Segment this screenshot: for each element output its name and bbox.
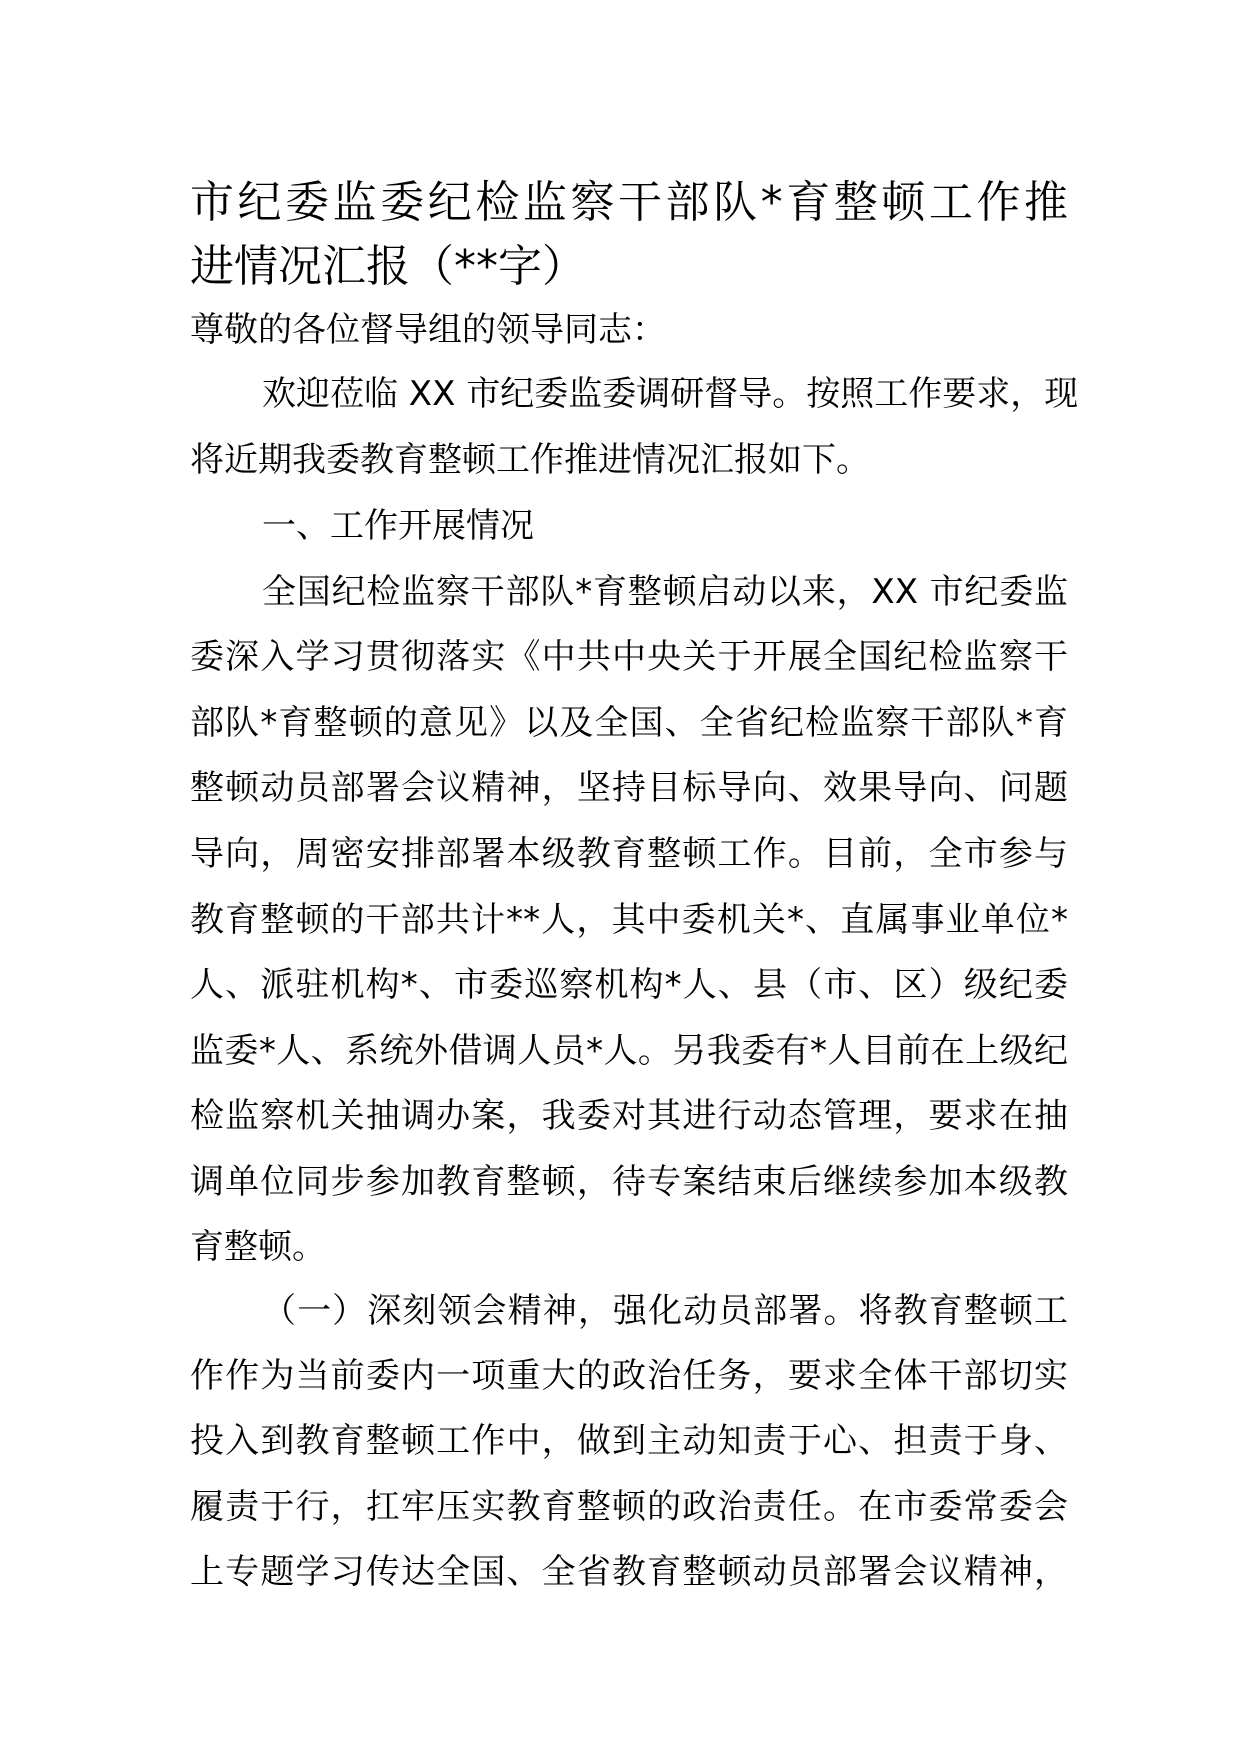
paragraph-line: 监委*人、系统外借调人员*人。另我委有*人目前在上级纪 — [190, 1031, 1068, 1071]
paragraph-line: 全国纪检监察干部队*育整顿启动以来，XX 市纪委监 — [262, 572, 1068, 612]
greeting: 尊敬的各位督导组的领导同志： — [190, 310, 666, 350]
paragraph-line: 整顿动员部署会议精神，坚持目标导向、效果导向、问题 — [190, 768, 1068, 808]
paragraph-line: 作作为当前委内一项重大的政治任务，要求全体干部切实 — [190, 1356, 1068, 1396]
paragraph-line: 投入到教育整顿工作中，做到主动知责于心、担责于身、 — [190, 1421, 1068, 1461]
intro-line: 欢迎莅临 XX 市纪委监委调研督导。按照工作要求，现 — [262, 374, 1079, 414]
paragraph-line: 部队*育整顿的意见》以及全国、全省纪检监察干部队*育 — [190, 703, 1068, 743]
document-title-line-1: 市纪委监委纪检监察干部队*育整顿工作推 — [190, 177, 1068, 228]
paragraph-line: 教育整顿的干部共计**人，其中委机关*、直属事业单位* — [190, 900, 1068, 940]
paragraph-line: 检监察机关抽调办案，我委对其进行动态管理，要求在抽 — [190, 1096, 1068, 1136]
intro-line: 将近期我委教育整顿工作推进情况汇报如下。 — [190, 440, 870, 480]
paragraph-line: 委深入学习贯彻落实《中共中央关于开展全国纪检监察干 — [190, 637, 1068, 677]
paragraph-line: （一）深刻领会精神，强化动员部署。将教育整顿工 — [262, 1291, 1068, 1331]
section-heading: 一、工作开展情况 — [262, 506, 534, 546]
paragraph-line: 导向，周密安排部署本级教育整顿工作。目前，全市参与 — [190, 834, 1068, 874]
paragraph-line: 上专题学习传达全国、全省教育整顿动员部署会议精神， — [190, 1552, 1068, 1592]
paragraph-line: 育整顿。 — [190, 1227, 326, 1267]
document-title-line-2: 进情况汇报（**字） — [190, 241, 586, 292]
paragraph-line: 人、派驻机构*、市委巡察机构*人、县（市、区）级纪委 — [190, 965, 1068, 1005]
paragraph-line: 履责于行，扛牢压实教育整顿的政治责任。在市委常委会 — [190, 1487, 1068, 1527]
paragraph-line: 调单位同步参加教育整顿，待专案结束后继续参加本级教 — [190, 1162, 1068, 1202]
